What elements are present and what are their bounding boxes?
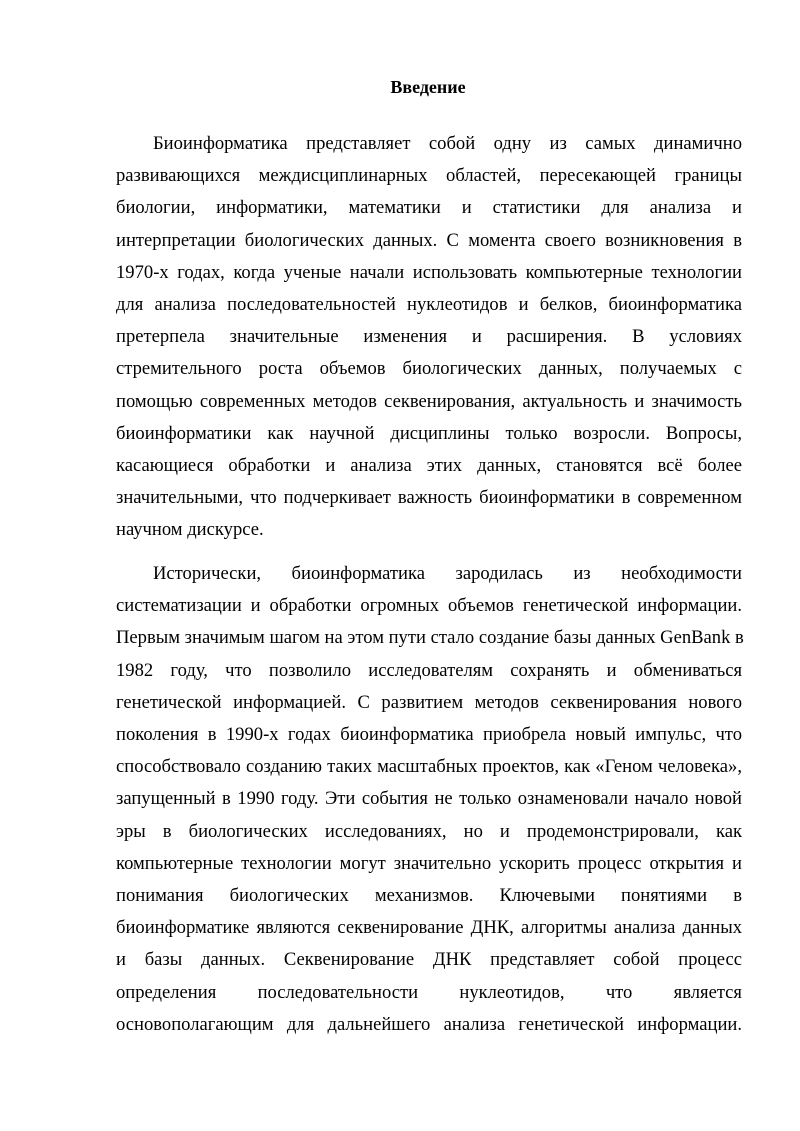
paragraph-line: систематизации и обработки огромных объемов генетической информации. (116, 595, 742, 617)
paragraph-line: развивающихся междисциплинарных областей, пересекающей границы (116, 165, 742, 187)
paragraph-2 (116, 558, 742, 1041)
paragraph-line: поколения в 1990-х годах биоинформатика приобрела новый импульс, что (116, 724, 742, 746)
paragraph-line: интерпретации биологических данных. С момента своего возникновения в (116, 229, 742, 251)
paragraph-line: компьютерные технологии могут значительно ускорить процесс открытия и (116, 852, 742, 874)
paragraph-line: генетической информацией. С развитием методов секвенирования нового (116, 691, 742, 713)
paragraph-line: касающиеся обработки и анализа этих данных, становятся всё более (116, 455, 742, 477)
paragraph-line: основополагающим для дальнейшего анализа генетической информации. (116, 1013, 742, 1035)
paragraph-line: стремительного роста объемов биологических данных, получаемых с (116, 358, 742, 380)
paragraph-line: Первым значимым шагом на этом пути стало создание базы данных GenBank в (116, 627, 744, 649)
paragraph-line: помощью современных методов секвенирования, актуальность и значимость (116, 390, 742, 412)
paragraph-line: биоинформатике являются секвенирование ДНК, алгоритмы анализа данных (116, 917, 742, 939)
paragraph-line: претерпела значительные изменения и расширения. В условиях (116, 326, 742, 348)
paragraph-line: способствовало созданию таких масштабных проектов, как «Геном человека», (116, 756, 742, 778)
paragraph-line: 1982 году, что позволило исследователям сохранять и обмениваться (116, 659, 742, 681)
paragraph-line: запущенный в 1990 году. Эти события не только ознаменовали начало новой (116, 788, 742, 810)
paragraph-line: и базы данных. Секвенирование ДНК представляет собой процесс (116, 949, 742, 971)
paragraph-line: определения последовательности нуклеотидов, что является (116, 981, 742, 1003)
paragraph-line: эры в биологических исследованиях, но и продемонстрировали, как (116, 820, 742, 842)
paragraph-line: Исторически, биоинформатика зародилась из необходимости (153, 563, 742, 584)
paragraph-line: значительными, что подчеркивает важность биоинформатики в современном (116, 487, 742, 509)
paragraph-line: биологии, информатики, математики и статистики для анализа и (116, 197, 742, 219)
paragraph-line: для анализа последовательностей нуклеотидов и белков, биоинформатика (116, 294, 742, 316)
paragraph-line: Биоинформатика представляет собой одну из самых динамично (153, 133, 742, 154)
paragraph-line: биоинформатики как научной дисциплины только возросли. Вопросы, (116, 422, 742, 444)
paragraph-line: научном дискурсе. (116, 519, 264, 541)
paragraph-line: понимания биологических механизмов. Ключевыми понятиями в (116, 885, 742, 907)
section-title: Введение (390, 77, 466, 97)
paragraph-1 (116, 128, 742, 547)
paragraph-line: 1970-х годах, когда ученые начали использовать компьютерные технологии (116, 261, 742, 283)
